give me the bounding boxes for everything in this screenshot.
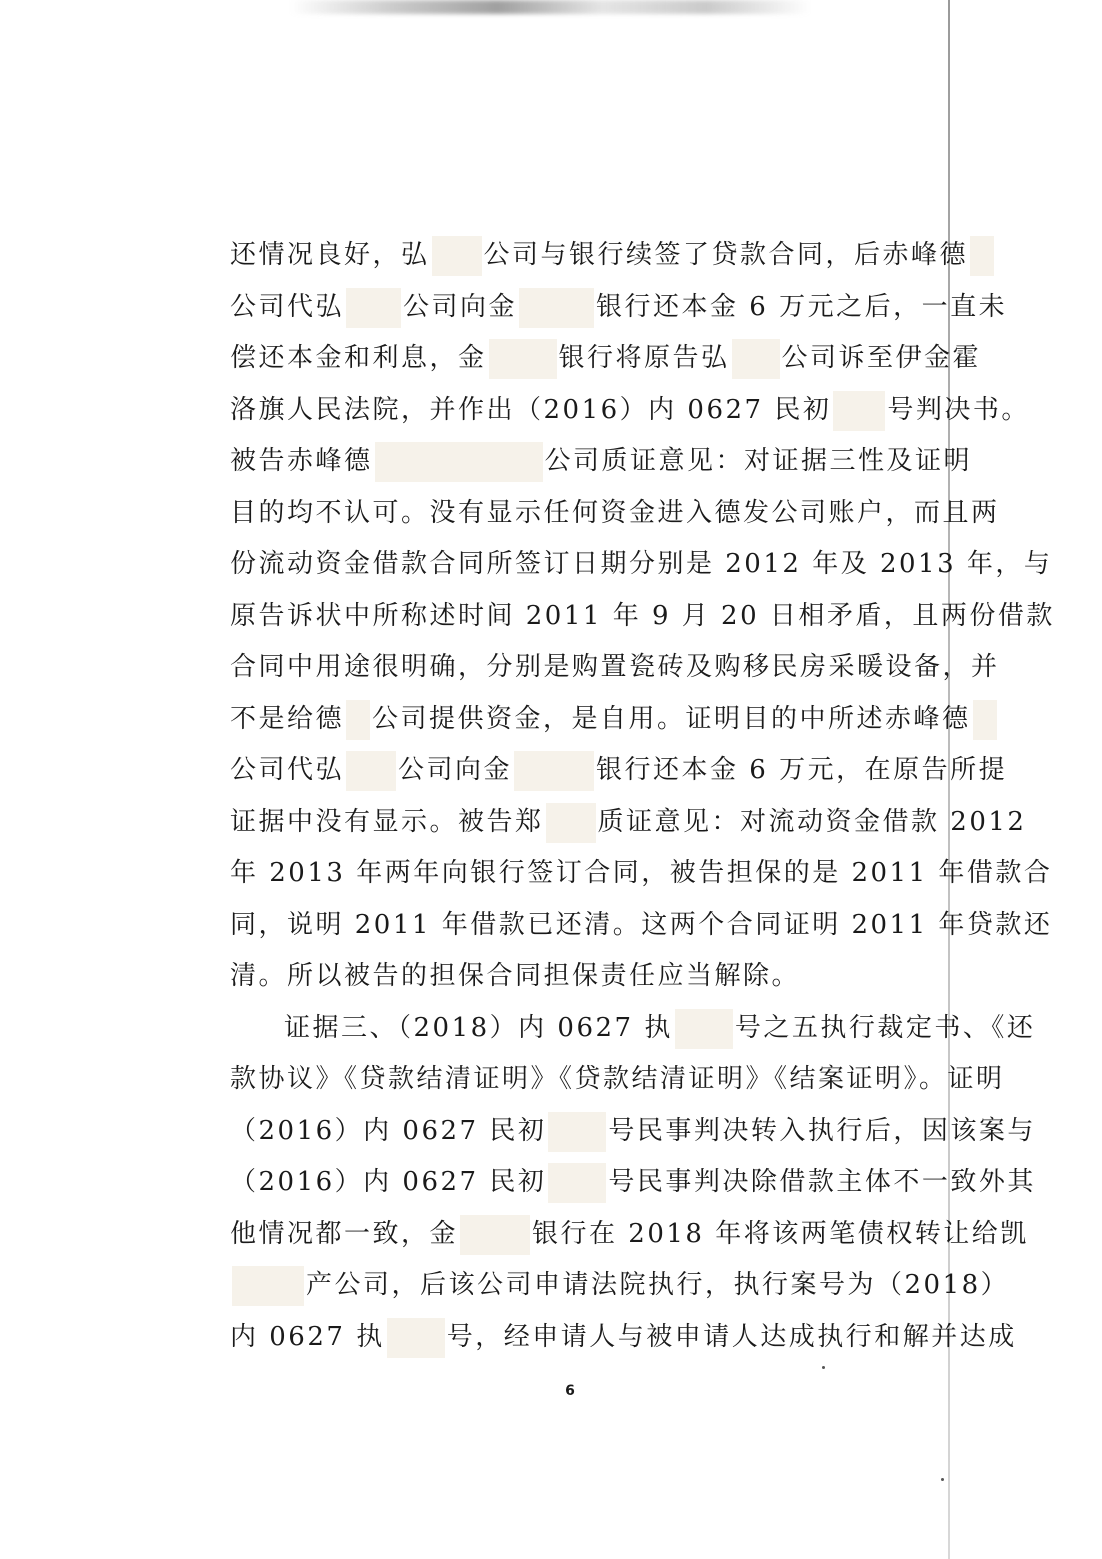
redaction-box [548, 1112, 606, 1152]
redaction-box [346, 751, 396, 791]
text-line: 份流动资金借款合同所签订日期分别是 2012 年及 2013 年，与 [230, 549, 1053, 579]
redaction-box [970, 236, 994, 276]
scan-smudge [290, 0, 810, 14]
scan-speck [941, 1478, 944, 1481]
text-line: 合同中用途很明确，分别是购置瓷砖及购移民房采暖设备，并 [230, 652, 1000, 682]
text-line: 公司代弘 公司向金 银行还本金 6 万元，在原告所提 [230, 745, 920, 797]
text-line: 内 0627 执 号，经申请人与被申请人达成执行和解并达成 [230, 1312, 920, 1364]
redaction-box [489, 339, 557, 379]
redaction-box [546, 803, 596, 843]
text-line: 他情况都一致，金 银行在 2018 年将该两笔债权转让给凯 [230, 1209, 920, 1261]
text-line: 还情况良好，弘 公司与银行续签了贷款合同，后赤峰德 [230, 230, 920, 282]
text-line: 目的均不认可。没有显示任何资金进入德发公司账户，而且两 [230, 497, 1000, 528]
redaction-box [833, 391, 885, 431]
text-line: 年 2013 年两年向银行签订合同，被告担保的是 2011 年借款合 [230, 858, 1053, 888]
scan-speck [822, 1366, 825, 1369]
redaction-box [232, 1266, 304, 1306]
text-line: 洛旗人民法院，并作出（2016）内 0627 民初 号判决书。 [230, 385, 920, 437]
text-line: 偿还本金和利息，金 银行将原告弘 公司诉至伊金霍 [230, 333, 920, 385]
text-line: 清。所以被告的担保合同担保责任应当解除。 [230, 961, 801, 991]
redaction-box [460, 1215, 530, 1255]
text-line: 同，说明 2011 年借款已还清。这两个合同证明 2011 年贷款还 [230, 909, 1053, 940]
text-line: 被告赤峰德 公司质证意见：对证据三性及证明 [230, 436, 920, 488]
redaction-box [732, 339, 780, 379]
text-line: （2016）内 0627 民初 号民事判决转入执行后，因该案与 [230, 1106, 920, 1158]
redaction-box [387, 1318, 445, 1358]
redaction-box [346, 700, 370, 740]
redaction-box [375, 442, 543, 482]
redaction-box [675, 1009, 733, 1049]
text-line: 不是给德 公司提供资金，是自用。证明目的中所述赤峰德 [230, 694, 920, 746]
text-line: 证据三、（2018）内 0627 执 号之五执行裁定书、《还 [230, 1003, 920, 1055]
text-line: 原告诉状中所称述时间 2011 年 9 月 20 日相矛盾，且两份借款 [230, 600, 1055, 631]
redaction-box [514, 751, 594, 791]
redaction-box [973, 700, 997, 740]
text-line: 款协议》《贷款结清证明》《贷款结清证明》《结案证明》。证明 [230, 1064, 1005, 1094]
text-line: 公司代弘 公司向金 银行还本金 6 万元之后，一直未 [230, 282, 920, 334]
text-line: 证据中没有显示。被告郑 质证意见：对流动资金借款 2012 [230, 797, 920, 849]
redaction-box [432, 236, 482, 276]
text-line: 产公司，后该公司申请法院执行，执行案号为（2018） [230, 1260, 920, 1312]
document-body [230, 230, 1055, 1363]
redaction-box [548, 1163, 606, 1203]
page-number: 6 [565, 1383, 575, 1399]
redaction-box [346, 288, 401, 328]
redaction-box [519, 288, 594, 328]
text-line: （2016）内 0627 民初 号民事判决除借款主体不一致外其 [230, 1157, 920, 1209]
